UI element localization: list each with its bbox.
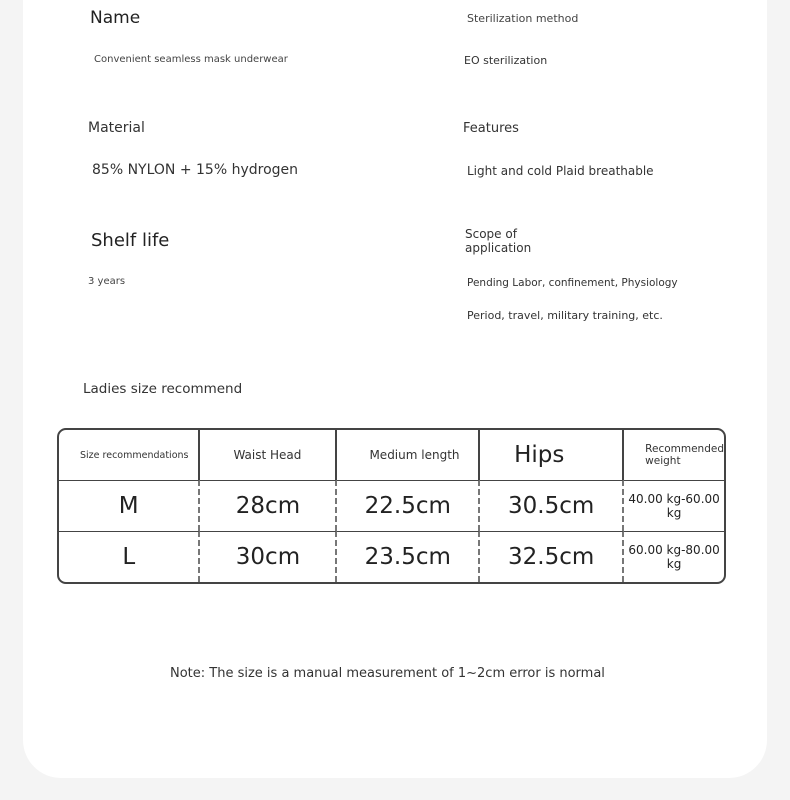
size-cell: M [59,480,200,531]
header-medium-length: Medium length [337,430,480,480]
shelf-life-value: 3 years [88,276,126,287]
table-row [59,480,724,531]
medium-length-cell: 22.5cm [337,480,480,531]
weight-cell: 60.00 kg-80.00 kg [624,531,724,582]
sterilization-label: Sterilization method [467,12,579,25]
features-value: Light and cold Plaid breathable [467,164,654,178]
table-row [59,531,724,582]
header-size: Size recommendations [59,430,200,480]
waist-cell: 30cm [200,531,337,582]
hips-cell: 30.5cm [480,480,624,531]
size-table [57,428,726,584]
size-note: Note: The size is a manual measurement of 1~2cm error is normal [170,666,605,681]
sterilization-value: EO sterilization [464,54,548,67]
scope-value-line1: Pending Labor, confinement, Physiology [467,277,678,289]
table-header-row [59,430,724,480]
name-value: Convenient seamless mask underwear [94,54,288,65]
material-value: 85% NYLON + 15% hydrogen [92,162,299,178]
waist-cell: 28cm [200,480,337,531]
size-cell: L [59,531,200,582]
scope-value-line2: Period, travel, military training, etc. [467,309,663,322]
material-label: Material [88,120,145,136]
header-hips: Hips [480,430,624,480]
hips-cell: 32.5cm [480,531,624,582]
features-label: Features [463,121,519,136]
weight-cell: 40.00 kg-60.00 kg [624,480,724,531]
size-section-title: Ladies size recommend [83,381,243,397]
header-waist: Waist Head [200,430,337,480]
name-label: Name [90,8,141,28]
shelf-life-label: Shelf life [91,230,170,251]
scope-label: Scope of application [465,227,532,255]
medium-length-cell: 23.5cm [337,531,480,582]
header-recommended-weight: Recommended weight [645,443,724,467]
